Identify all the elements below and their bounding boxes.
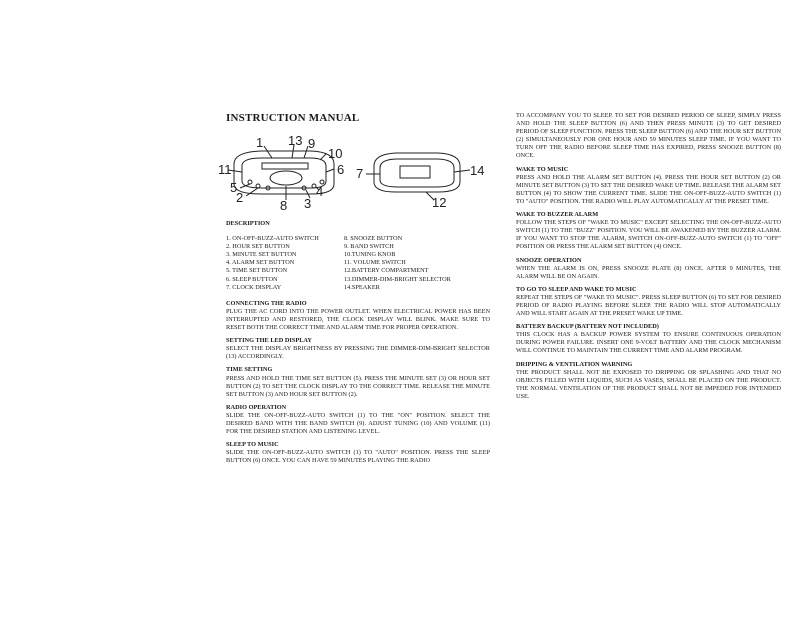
section-text-radio-operation: SLIDE THE ON-OFF-BUZZ-AUTO SWITCH (1) TO THE "ON" POSITION. SELECT THE DESIRED BAND WITH THE BAND SWITCH (9). ADJUST TUNING (10) AND VOLUME (11) FOR THE DESIRED STATION AND LISTENING LEVEL. bbox=[226, 411, 490, 436]
description-heading: DESCRIPTION bbox=[226, 220, 270, 227]
part-item: 9. BAND SWITCH bbox=[344, 243, 394, 251]
parts-list bbox=[226, 235, 490, 292]
callout-10: 10 bbox=[328, 146, 343, 161]
callout-6: 6 bbox=[337, 162, 345, 177]
section-text-time-setting: PRESS AND HOLD THE TIME SET BUTTON (5). PRESS THE MINUTE SET (3) OR HOUR SET BUTTON (2) TO SET THE CLOCK DISPLAY TO THE CORRECT TIME. RELEASE THE MINUTE SET BUTTON (3) AND HOUR SET BUTTON (2). bbox=[226, 374, 490, 398]
sleep-to-music-continued: TO ACCOMPANY YOU TO SLEEP. TO SET FOR DESIRED PERIOD OF SLEEP, SIMPLY PRESS AND HOLD THE SLEEP BUTTON (6) AND THEN PRESS MINUTE (3) TO GET DESIRED PERIOD OF SLEEP FUNCTION. PRESS THE SLEEP BUTTON (6) AND THE HOUR SET BUTTON (2) SIMULTANEOUSLY FOR ONE HOUR AND 59 MINUTES SLEEP TIME. IF YOU WANT TO TURN OFF THE RADIO BEFORE SLEEP TIME HAS EXPIRED, PRESS SNOOZE BUTTON (8) ONCE. bbox=[516, 112, 781, 160]
part-item: 5. TIME SET BUTTON bbox=[226, 267, 288, 275]
section-text-dripping-warning: THE PRODUCT SHALL NOT BE EXPOSED TO DRIPPING OR SPLASHING AND THAT NO OBJECTS FILLED WITH LIQUIDS, SUCH AS VASES, SHALL BE PLACED ON THE PRODUCT. THE NORMAL VENTILATION OF THE PRODUCT SHALL NOT BE IMPEDED FOR INTENDED USE. bbox=[516, 368, 781, 400]
part-item: 11. VOLUME SWITCH bbox=[344, 259, 406, 267]
part-item: 7. CLOCK DISPLAY bbox=[226, 283, 282, 291]
part-item: 12.BATTERY COMPARTMENT bbox=[344, 267, 429, 275]
part-item: 14.SPEAKER bbox=[344, 283, 380, 291]
section-text-led-display: SELECT THE DISPLAY BRIGHTNESS BY PRESSING THE DIMMER-DIM-BRIGHT SELECTOR (13) ACCORDINGLY. bbox=[226, 345, 490, 361]
callout-12: 12 bbox=[432, 195, 447, 210]
section-heading-wake-to-music: WAKE TO MUSIC bbox=[516, 165, 569, 173]
part-item: 10.TUNING KNOB bbox=[344, 251, 396, 259]
manual-title: INSTRUCTION MANUAL bbox=[226, 112, 360, 124]
back-view-drawing bbox=[366, 153, 470, 200]
section-text-sleep-to-music: SLIDE THE ON-OFF-BUZZ-AUTO SWITCH (1) TO "AUTO" POSITION. PRESS THE SLEEP BUTTON (6) ONCE. YOU CAN HAVE 59 MINUTES PLAYING THE RADIO bbox=[226, 449, 490, 465]
part-item: 6. SLEEP BUTTON bbox=[226, 275, 278, 283]
section-text-wake-to-buzzer: FOLLOW THE STEPS OF "WAKE TO MUSIC" EXCEPT SELECTING THE ON-OFF-BUZZ-AUTO SWITCH (1) TO THE "BUZZ" POSITION. YOU WILL BE AWAKENED BY THE BUZZER ALARM. IF YOU WANT TO STOP THE ALARM, SWITCH ON-OFF-BUZZ-AUTO SWITCH (1) TO "OFF" POSITION OR PRESS THE ALARM SET BUTTON (4) ONCE. bbox=[516, 219, 781, 251]
section-heading-radio-operation: RADIO OPERATION bbox=[226, 403, 287, 411]
section-text-wake-to-music: PRESS AND HOLD THE ALARM SET BUTTON (4). PRESS THE HOUR SET BUTTON (2) OR MINUTE SET BUTTON (3) TO SET THE DESIRED WAKE UP TIME. RELEASE THE ALARM SET BUTTON (4) TO SHOW THE CURRENT TIME. SLIDE THE ON-OFF-BUZZ-AUTO SWITCH (1) TO "AUTO" POSITION. THE RADIO WILL PLAY AUTOMATICALLY AT THE PRESET TIME. bbox=[516, 173, 781, 205]
callout-8: 8 bbox=[280, 198, 288, 212]
clock-radio-illustration bbox=[216, 134, 496, 212]
section-text-connecting: PLUG THE AC CORD INTO THE POWER OUTLET. WHEN ELECTRICAL POWER HAS BEEN INTERRUPTED AND RESTORED, THE CLOCK DISPLAY WILL BLINK. MAKE SURE TO RESET BOTH THE CORRECT TIME AND ALARM TIME FOR PROPER OPERATION. bbox=[226, 307, 490, 332]
parts-list-right bbox=[344, 235, 490, 292]
callout-4: 4 bbox=[316, 184, 324, 199]
section-text-battery-backup: THIS CLOCK HAS A BACKUP POWER SYSTEM TO ENSURE CONTINUOUS OPERATION DURING POWER FAILURE. INSERT ONE 9-VOLT BATTERY AND THE CLOCK MECHANISM WILL CONTINUE TO MAINTAIN THE CURRENT TIME AND ALARM PROGRAM. bbox=[516, 331, 781, 355]
section-heading-wake-to-buzzer: WAKE TO BUZZER ALARM bbox=[516, 211, 599, 219]
section-heading-sleep-and-wake: TO GO TO SLEEP AND WAKE TO MUSIC bbox=[516, 285, 637, 293]
part-item: 2. HOUR SET BUTTON bbox=[226, 243, 290, 251]
parts-list-left bbox=[226, 235, 344, 292]
part-item: 1. ON-OFF-BUZZ-AUTO SWITCH bbox=[226, 235, 319, 243]
callout-14: 14 bbox=[470, 163, 485, 178]
section-heading-sleep-to-music: SLEEP TO MUSIC bbox=[226, 441, 279, 449]
callout-9: 9 bbox=[308, 136, 316, 151]
callout-5: 5 bbox=[230, 180, 238, 195]
section-heading-dripping-warning: DRIPPING & VENTILATION WARNING bbox=[516, 360, 633, 368]
callout-7: 7 bbox=[356, 166, 364, 181]
product-diagram bbox=[216, 134, 496, 212]
front-view-callouts bbox=[218, 134, 344, 212]
part-item: 8. SNOOZE BUTTON bbox=[344, 235, 403, 243]
section-heading-connecting: CONNECTING THE RADIO bbox=[226, 299, 307, 307]
right-column bbox=[516, 112, 781, 401]
callout-13: 13 bbox=[288, 134, 303, 148]
callout-1: 1 bbox=[256, 135, 264, 150]
section-heading-snooze: SNOOZE OPERATION bbox=[516, 256, 582, 264]
part-item: 3. MINUTE SET BUTTON bbox=[226, 251, 297, 259]
callout-11: 11 bbox=[218, 162, 232, 177]
section-text-sleep-and-wake: REPEAT THE STEPS OF "WAKE TO MUSIC". PRESS SLEEP BUTTON (6) TO SET FOR DESIRED PERIOD OF RADIO PLAYING BEFORE SLEEP. THE RADIO WILL STOP AUTOMATICALLY AND WILL START AGAIN AT THE PRESET WAKE UP TIME. bbox=[516, 293, 781, 318]
section-heading-led-display: SETTING THE LED DISPLAY bbox=[226, 337, 312, 345]
section-heading-battery-backup: BATTERY BACKUP (BATTERY NOT INCLUDED) bbox=[516, 323, 659, 331]
part-item: 13.DIMMER-DIM-BRIGHT SELECTOR bbox=[344, 275, 451, 283]
left-column bbox=[226, 220, 490, 465]
callout-3: 3 bbox=[304, 196, 312, 211]
section-heading-time-setting: TIME SETTING bbox=[226, 366, 273, 374]
callout-2: 2 bbox=[236, 190, 244, 205]
section-text-snooze: WHEN THE ALARM IS ON, PRESS SNOOZE PLATE (8) ONCE. AFTER 9 MINUTES, THE ALARM WILL BE ON AGAIN. bbox=[516, 264, 781, 280]
part-item: 4. ALARM SET BUTTON bbox=[226, 259, 295, 267]
